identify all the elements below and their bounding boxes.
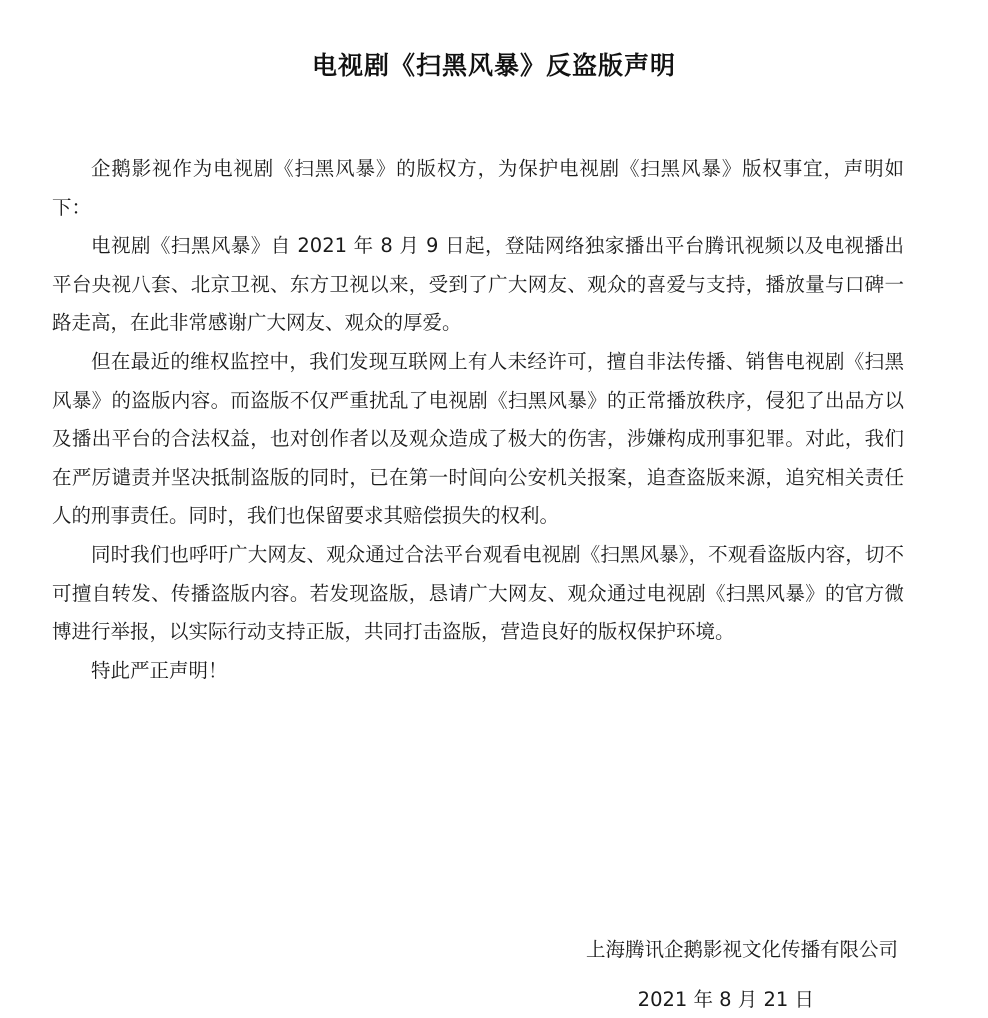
- document-body: [52, 150, 904, 690]
- paragraph-broadcast: 电视剧《扫黑风暴》自 2021 年 8 月 9 日起，登陆网络独家播出平台腾讯视频以及电视播出平台央视八套、北京卫视、东方卫视以来，受到了广大网友、观众的喜爱与支持，播放量与口碑一路走高，在此非常感谢广大网友、观众的厚爱。: [52, 234, 904, 335]
- document-title: 电视剧《扫黑风暴》反盗版声明: [311, 51, 676, 80]
- closing-statement: 特此严正声明！: [91, 658, 228, 682]
- signature-organization: 上海腾讯企鹅影视文化传播有限公司: [585, 938, 898, 961]
- signature-date: 2021 年 8 月 21 日: [637, 988, 814, 1011]
- paragraph-piracy: 但在最近的维权监控中，我们发现互联网上有人未经许可，擅自非法传播、销售电视剧《扫黑风暴》的盗版内容。而盗版不仅严重扰乱了电视剧《扫黑风暴》的正常播放秩序，侵犯了出品方以及播出平台的合法权益，也对创作者以及观众造成了极大的伤害，涉嫌构成刑事犯罪。对此，我们在严厉谴责并坚决抵制盗版的同时，已在第一时间向公安机关报案，追查盗版来源，追究相关责任人的刑事责任。同时，我们也保留要求其赔偿损失的权利。: [52, 349, 904, 528]
- paragraph-intro: 企鹅影视作为电视剧《扫黑风暴》的版权方，为保护电视剧《扫黑风暴》版权事宜，声明如下：: [52, 157, 904, 219]
- paragraph-appeal: 同时我们也呼吁广大网友、观众通过合法平台观看电视剧《扫黑风暴》，不观看盗版内容，切不可擅自转发、传播盗版内容。若发现盗版，恳请广大网友、观众通过电视剧《扫黑风暴》的官方微博进行举报，以实际行动支持正版，共同打击盗版，营造良好的版权保护环境。: [52, 542, 904, 644]
